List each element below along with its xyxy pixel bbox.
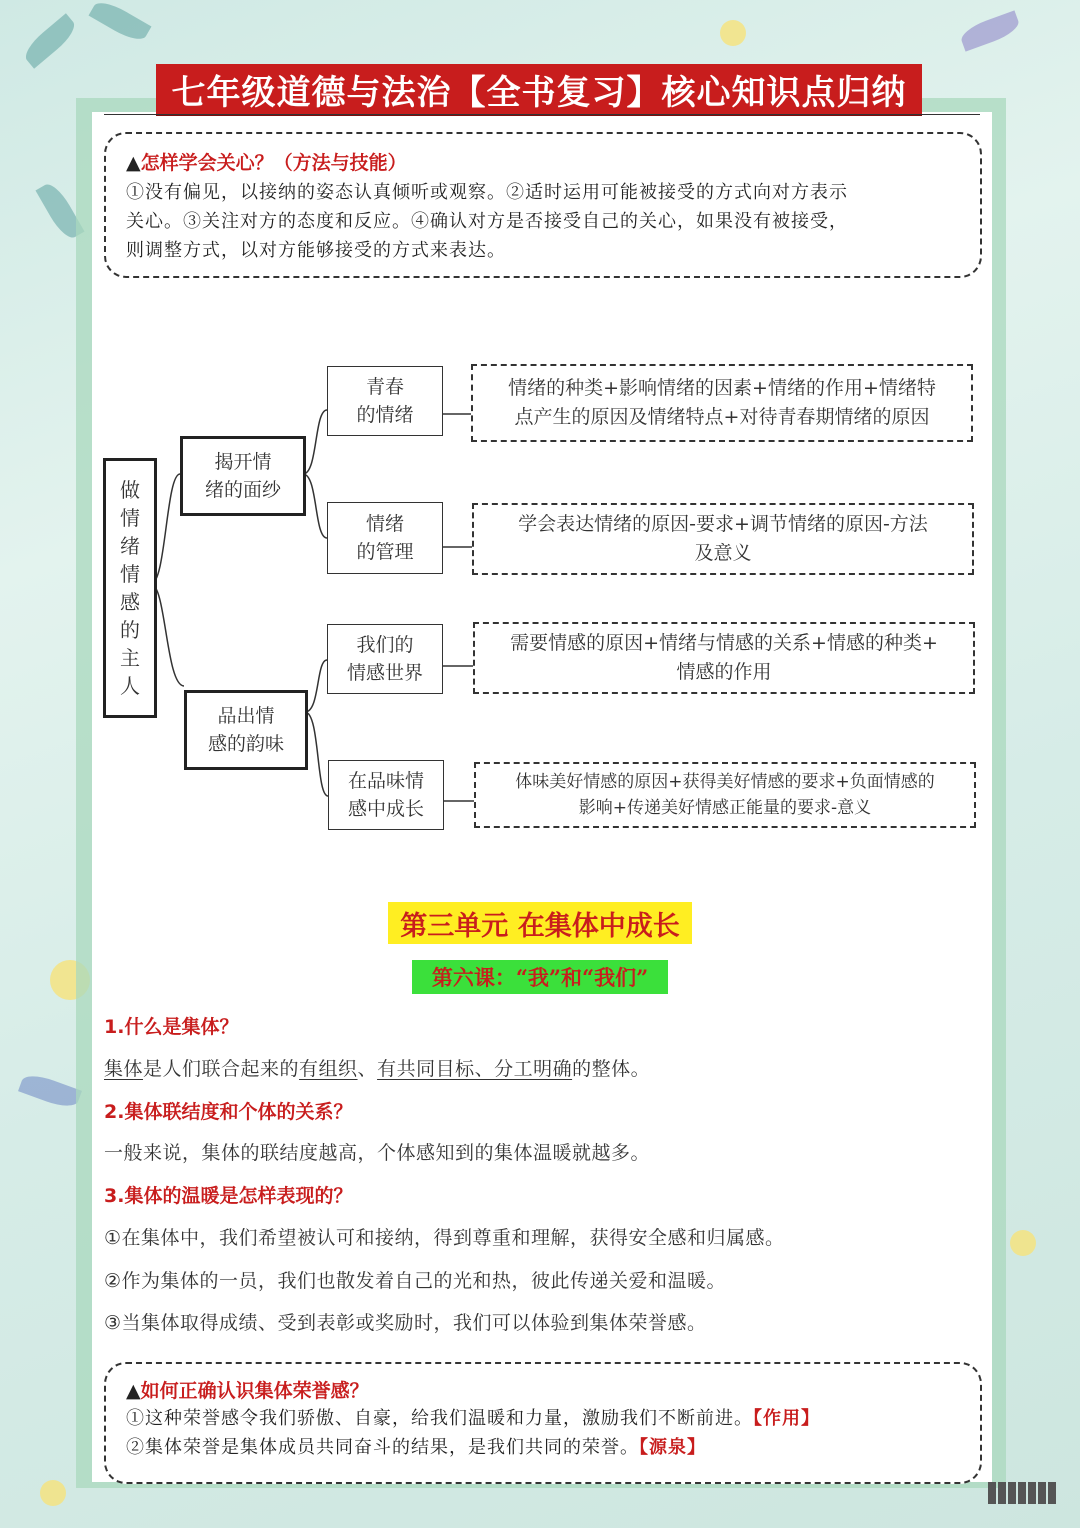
answer-3-item: ①在集体中，我们希望被认可和接纳，得到尊重和理解，获得安全感和归属感。 (104, 1227, 785, 1249)
triangle-icon: ▲ (126, 1380, 141, 1402)
watermark-signature (988, 1482, 1056, 1504)
detail-feeling-world: 需要情感的原因+情绪与情感的关系+情感的种类+ 情感的作用 (473, 622, 975, 694)
tip-line: 关心。③关注对方的态度和反应。④确认对方是否接受自己的关心，如果没有被接受， (126, 211, 848, 232)
tag-function: 【作用】 (753, 1408, 820, 1429)
tip-box-honor (104, 1362, 982, 1484)
unit-title: 第三单元 在集体中成长 (388, 902, 692, 944)
page-title: 七年级道德与法治【全书复习】核心知识点归纳 (156, 64, 922, 114)
question-2: 2.集体联结度和个体的关系？ (104, 1101, 353, 1123)
answer-3-item: ③当集体取得成绩、受到表彰或奖励时，我们可以体验到集体荣誉感。 (104, 1312, 707, 1334)
question-3: 3.集体的温暖是怎样表现的？ (104, 1185, 353, 1207)
detail-grow-in-feeling: 体味美好情感的原因+获得美好情感的要求+负面情感的 影响+传递美好情感正能量的要求-意义 (474, 762, 976, 828)
answer-3-item: ②作为集体的一员，我们也散发着自己的光和热，彼此传递关爱和温暖。 (104, 1270, 727, 1292)
tip-heading: 如何正确认识集体荣誉感？ (140, 1380, 369, 1402)
lesson-title: 第六课：“我”和“我们” (412, 960, 668, 994)
tag-source: 【源泉】 (639, 1437, 706, 1458)
tip-line: ②集体荣誉是集体成员共同奋斗的结果，是我们共同的荣誉。【源泉】 (126, 1437, 706, 1458)
tip-line: ①没有偏见，以接纳的姿态认真倾听或观察。②适时运用可能被接受的方式向对方表示 (126, 182, 848, 203)
sub-youth-emotion: 青春 的情绪 (327, 366, 443, 436)
sub-emotion-management: 情绪 的管理 (327, 502, 443, 574)
tip-line: 则调整方式，以对方能够接受的方式来表达。 (126, 240, 506, 261)
branch-feeling: 品出情 感的韵味 (184, 690, 308, 770)
detail-emotion-management: 学会表达情绪的原因-要求+调节情绪的原因-方法 及意义 (472, 503, 974, 575)
tip-line: ①这种荣誉感令我们骄傲、自豪，给我们温暖和力量，激励我们不断前进。【作用】 (126, 1408, 820, 1429)
detail-youth-emotion: 情绪的种类+影响情绪的因素+情绪的作用+情绪特 点产生的原因及情绪特点+对待青春期情绪的原因 (471, 364, 973, 442)
mindmap-root: 做 情 绪 情 感 的 主 人 (103, 458, 157, 718)
triangle-icon: ▲ (126, 152, 141, 174)
answer-2: 一般来说，集体的联结度越高，个体感知到的集体温暖就越多。 (104, 1142, 651, 1164)
question-1: 1.什么是集体？ (104, 1016, 239, 1038)
answer-1: 集体是人们联合起来的有组织、有共同目标、分工明确的整体。 (104, 1058, 651, 1080)
branch-emotion: 揭开情 绪的面纱 (180, 436, 306, 516)
sub-grow-in-feeling: 在品味情 感中成长 (328, 760, 444, 830)
tip-heading: 怎样学会关心？（方法与技能） (140, 152, 407, 174)
sub-feeling-world: 我们的 情感世界 (327, 624, 443, 694)
